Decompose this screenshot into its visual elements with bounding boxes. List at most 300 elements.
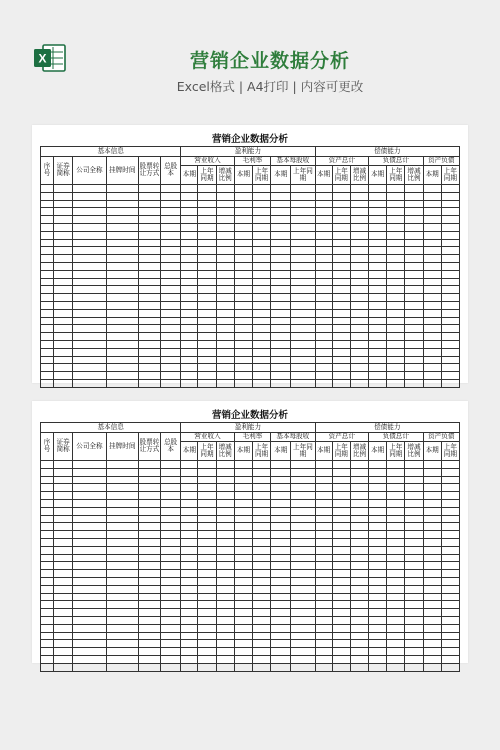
- table-cell[interactable]: [234, 655, 252, 663]
- table-cell[interactable]: [315, 632, 332, 640]
- table-cell[interactable]: [54, 216, 73, 224]
- table-cell[interactable]: [234, 570, 252, 578]
- table-cell[interactable]: [369, 262, 387, 270]
- table-cell[interactable]: [441, 632, 459, 640]
- table-cell[interactable]: [106, 262, 138, 270]
- table-cell[interactable]: [271, 538, 291, 546]
- table-cell[interactable]: [441, 507, 459, 515]
- table-cell[interactable]: [54, 278, 73, 286]
- table-cell[interactable]: [181, 585, 198, 593]
- table-cell[interactable]: [138, 301, 160, 309]
- table-cell[interactable]: [106, 523, 138, 531]
- table-cell[interactable]: [423, 601, 441, 609]
- table-cell[interactable]: [216, 372, 234, 380]
- table-cell[interactable]: [161, 247, 181, 255]
- table-cell[interactable]: [73, 255, 106, 263]
- table-cell[interactable]: [41, 309, 54, 317]
- table-cell[interactable]: [350, 554, 368, 562]
- table-cell[interactable]: [161, 294, 181, 302]
- table-cell[interactable]: [332, 372, 350, 380]
- table-cell[interactable]: [106, 348, 138, 356]
- table-cell[interactable]: [54, 546, 73, 554]
- table-cell[interactable]: [405, 531, 423, 539]
- table-cell[interactable]: [161, 476, 181, 484]
- table-cell[interactable]: [216, 546, 234, 554]
- table-cell[interactable]: [441, 270, 459, 278]
- table-cell[interactable]: [41, 663, 54, 671]
- table-cell[interactable]: [369, 200, 387, 208]
- table-cell[interactable]: [41, 632, 54, 640]
- table-cell[interactable]: [41, 499, 54, 507]
- table-cell[interactable]: [332, 208, 350, 216]
- table-cell[interactable]: [234, 247, 252, 255]
- table-cell[interactable]: [315, 270, 332, 278]
- table-cell[interactable]: [350, 325, 368, 333]
- table-cell[interactable]: [252, 200, 270, 208]
- table-cell[interactable]: [198, 562, 216, 570]
- table-cell[interactable]: [73, 655, 106, 663]
- table-cell[interactable]: [271, 270, 291, 278]
- table-cell[interactable]: [54, 531, 73, 539]
- table-cell[interactable]: [441, 379, 459, 387]
- table-cell[interactable]: [198, 192, 216, 200]
- table-cell[interactable]: [41, 531, 54, 539]
- table-cell[interactable]: [234, 278, 252, 286]
- table-cell[interactable]: [271, 356, 291, 364]
- table-cell[interactable]: [405, 461, 423, 469]
- table-cell[interactable]: [161, 507, 181, 515]
- table-cell[interactable]: [161, 663, 181, 671]
- table-cell[interactable]: [138, 309, 160, 317]
- table-cell[interactable]: [73, 570, 106, 578]
- table-cell[interactable]: [350, 624, 368, 632]
- table-cell[interactable]: [73, 301, 106, 309]
- table-cell[interactable]: [350, 379, 368, 387]
- table-cell[interactable]: [271, 364, 291, 372]
- table-cell[interactable]: [73, 372, 106, 380]
- table-cell[interactable]: [252, 640, 270, 648]
- table-cell[interactable]: [198, 317, 216, 325]
- table-cell[interactable]: [405, 562, 423, 570]
- table-cell[interactable]: [181, 609, 198, 617]
- table-cell[interactable]: [315, 484, 332, 492]
- table-cell[interactable]: [73, 648, 106, 656]
- table-cell[interactable]: [271, 624, 291, 632]
- table-cell[interactable]: [138, 632, 160, 640]
- table-cell[interactable]: [271, 301, 291, 309]
- table-cell[interactable]: [138, 562, 160, 570]
- table-cell[interactable]: [441, 570, 459, 578]
- table-cell[interactable]: [315, 255, 332, 263]
- table-cell[interactable]: [423, 593, 441, 601]
- table-cell[interactable]: [106, 333, 138, 341]
- table-cell[interactable]: [234, 538, 252, 546]
- table-cell[interactable]: [216, 309, 234, 317]
- table-cell[interactable]: [315, 585, 332, 593]
- table-cell[interactable]: [405, 356, 423, 364]
- table-cell[interactable]: [291, 270, 315, 278]
- table-cell[interactable]: [271, 333, 291, 341]
- table-cell[interactable]: [161, 655, 181, 663]
- table-cell[interactable]: [441, 523, 459, 531]
- table-cell[interactable]: [54, 515, 73, 523]
- table-cell[interactable]: [332, 616, 350, 624]
- table-cell[interactable]: [54, 262, 73, 270]
- table-cell[interactable]: [181, 333, 198, 341]
- table-cell[interactable]: [441, 663, 459, 671]
- table-cell[interactable]: [332, 301, 350, 309]
- table-cell[interactable]: [252, 624, 270, 632]
- table-cell[interactable]: [252, 317, 270, 325]
- table-cell[interactable]: [387, 554, 405, 562]
- table-cell[interactable]: [234, 239, 252, 247]
- table-cell[interactable]: [252, 663, 270, 671]
- table-cell[interactable]: [138, 640, 160, 648]
- table-cell[interactable]: [291, 317, 315, 325]
- table-cell[interactable]: [332, 333, 350, 341]
- table-cell[interactable]: [315, 601, 332, 609]
- table-cell[interactable]: [332, 499, 350, 507]
- table-cell[interactable]: [315, 523, 332, 531]
- table-cell[interactable]: [441, 262, 459, 270]
- table-cell[interactable]: [106, 624, 138, 632]
- table-cell[interactable]: [198, 554, 216, 562]
- table-cell[interactable]: [271, 523, 291, 531]
- table-cell[interactable]: [423, 523, 441, 531]
- table-cell[interactable]: [216, 538, 234, 546]
- table-cell[interactable]: [181, 531, 198, 539]
- table-cell[interactable]: [369, 570, 387, 578]
- table-cell[interactable]: [291, 492, 315, 500]
- table-cell[interactable]: [41, 562, 54, 570]
- table-cell[interactable]: [252, 531, 270, 539]
- table-cell[interactable]: [106, 461, 138, 469]
- table-cell[interactable]: [181, 356, 198, 364]
- table-cell[interactable]: [73, 231, 106, 239]
- table-cell[interactable]: [54, 247, 73, 255]
- table-cell[interactable]: [234, 286, 252, 294]
- table-cell[interactable]: [369, 294, 387, 302]
- table-cell[interactable]: [405, 523, 423, 531]
- table-cell[interactable]: [332, 468, 350, 476]
- table-cell[interactable]: [271, 492, 291, 500]
- table-cell[interactable]: [332, 476, 350, 484]
- table-cell[interactable]: [291, 192, 315, 200]
- table-cell[interactable]: [252, 593, 270, 601]
- table-cell[interactable]: [161, 356, 181, 364]
- table-cell[interactable]: [198, 515, 216, 523]
- table-cell[interactable]: [423, 208, 441, 216]
- table-cell[interactable]: [369, 484, 387, 492]
- table-cell[interactable]: [405, 262, 423, 270]
- table-cell[interactable]: [252, 468, 270, 476]
- table-cell[interactable]: [291, 562, 315, 570]
- table-cell[interactable]: [405, 270, 423, 278]
- table-cell[interactable]: [315, 609, 332, 617]
- table-cell[interactable]: [291, 286, 315, 294]
- table-cell[interactable]: [54, 192, 73, 200]
- table-cell[interactable]: [441, 239, 459, 247]
- table-cell[interactable]: [441, 223, 459, 231]
- table-cell[interactable]: [271, 648, 291, 656]
- table-cell[interactable]: [252, 216, 270, 224]
- table-cell[interactable]: [291, 461, 315, 469]
- table-cell[interactable]: [441, 609, 459, 617]
- table-cell[interactable]: [291, 593, 315, 601]
- table-cell[interactable]: [291, 185, 315, 193]
- table-cell[interactable]: [73, 185, 106, 193]
- table-cell[interactable]: [216, 185, 234, 193]
- table-cell[interactable]: [423, 192, 441, 200]
- table-cell[interactable]: [181, 538, 198, 546]
- table-cell[interactable]: [138, 492, 160, 500]
- table-cell[interactable]: [73, 223, 106, 231]
- table-cell[interactable]: [234, 309, 252, 317]
- table-cell[interactable]: [198, 216, 216, 224]
- table-cell[interactable]: [315, 593, 332, 601]
- table-cell[interactable]: [54, 648, 73, 656]
- table-cell[interactable]: [234, 492, 252, 500]
- table-cell[interactable]: [405, 499, 423, 507]
- table-cell[interactable]: [41, 546, 54, 554]
- table-cell[interactable]: [271, 531, 291, 539]
- table-cell[interactable]: [441, 601, 459, 609]
- table-cell[interactable]: [54, 468, 73, 476]
- table-cell[interactable]: [315, 192, 332, 200]
- table-cell[interactable]: [369, 356, 387, 364]
- table-cell[interactable]: [291, 333, 315, 341]
- table-cell[interactable]: [41, 301, 54, 309]
- table-cell[interactable]: [181, 476, 198, 484]
- table-cell[interactable]: [271, 484, 291, 492]
- table-cell[interactable]: [387, 507, 405, 515]
- table-cell[interactable]: [161, 379, 181, 387]
- table-cell[interactable]: [198, 484, 216, 492]
- table-cell[interactable]: [138, 325, 160, 333]
- table-cell[interactable]: [405, 554, 423, 562]
- table-cell[interactable]: [387, 593, 405, 601]
- table-cell[interactable]: [234, 333, 252, 341]
- table-cell[interactable]: [73, 507, 106, 515]
- table-cell[interactable]: [387, 372, 405, 380]
- table-cell[interactable]: [315, 538, 332, 546]
- table-cell[interactable]: [369, 546, 387, 554]
- table-cell[interactable]: [271, 515, 291, 523]
- table-cell[interactable]: [138, 507, 160, 515]
- table-cell[interactable]: [369, 601, 387, 609]
- table-cell[interactable]: [332, 554, 350, 562]
- table-cell[interactable]: [234, 531, 252, 539]
- table-cell[interactable]: [216, 270, 234, 278]
- table-cell[interactable]: [369, 609, 387, 617]
- table-cell[interactable]: [198, 609, 216, 617]
- table-cell[interactable]: [332, 317, 350, 325]
- table-cell[interactable]: [423, 325, 441, 333]
- table-cell[interactable]: [234, 325, 252, 333]
- table-cell[interactable]: [441, 515, 459, 523]
- table-cell[interactable]: [387, 301, 405, 309]
- table-cell[interactable]: [106, 278, 138, 286]
- table-cell[interactable]: [291, 523, 315, 531]
- table-cell[interactable]: [350, 294, 368, 302]
- table-cell[interactable]: [138, 372, 160, 380]
- table-cell[interactable]: [106, 601, 138, 609]
- table-cell[interactable]: [181, 208, 198, 216]
- table-cell[interactable]: [291, 577, 315, 585]
- table-cell[interactable]: [423, 364, 441, 372]
- table-cell[interactable]: [369, 185, 387, 193]
- table-cell[interactable]: [106, 255, 138, 263]
- table-cell[interactable]: [216, 640, 234, 648]
- table-cell[interactable]: [216, 609, 234, 617]
- table-cell[interactable]: [252, 515, 270, 523]
- table-cell[interactable]: [441, 364, 459, 372]
- table-cell[interactable]: [181, 648, 198, 656]
- table-cell[interactable]: [252, 655, 270, 663]
- table-cell[interactable]: [441, 255, 459, 263]
- table-cell[interactable]: [271, 379, 291, 387]
- table-cell[interactable]: [405, 255, 423, 263]
- table-cell[interactable]: [423, 616, 441, 624]
- table-cell[interactable]: [41, 570, 54, 578]
- table-cell[interactable]: [387, 223, 405, 231]
- table-cell[interactable]: [315, 286, 332, 294]
- table-cell[interactable]: [54, 624, 73, 632]
- table-cell[interactable]: [106, 515, 138, 523]
- table-cell[interactable]: [54, 609, 73, 617]
- table-cell[interactable]: [73, 239, 106, 247]
- table-cell[interactable]: [350, 577, 368, 585]
- table-cell[interactable]: [41, 372, 54, 380]
- table-cell[interactable]: [252, 356, 270, 364]
- table-cell[interactable]: [315, 515, 332, 523]
- table-cell[interactable]: [387, 655, 405, 663]
- table-cell[interactable]: [106, 468, 138, 476]
- table-cell[interactable]: [332, 223, 350, 231]
- table-cell[interactable]: [252, 340, 270, 348]
- table-cell[interactable]: [405, 278, 423, 286]
- table-cell[interactable]: [73, 325, 106, 333]
- table-cell[interactable]: [181, 577, 198, 585]
- table-cell[interactable]: [315, 546, 332, 554]
- table-cell[interactable]: [252, 333, 270, 341]
- table-cell[interactable]: [369, 379, 387, 387]
- table-cell[interactable]: [216, 663, 234, 671]
- table-cell[interactable]: [423, 484, 441, 492]
- table-cell[interactable]: [73, 461, 106, 469]
- table-cell[interactable]: [350, 348, 368, 356]
- table-cell[interactable]: [252, 294, 270, 302]
- table-cell[interactable]: [315, 340, 332, 348]
- table-cell[interactable]: [387, 585, 405, 593]
- table-cell[interactable]: [161, 372, 181, 380]
- table-cell[interactable]: [161, 523, 181, 531]
- table-cell[interactable]: [291, 484, 315, 492]
- table-cell[interactable]: [369, 562, 387, 570]
- table-cell[interactable]: [161, 531, 181, 539]
- table-cell[interactable]: [387, 294, 405, 302]
- table-cell[interactable]: [271, 372, 291, 380]
- table-cell[interactable]: [54, 317, 73, 325]
- table-cell[interactable]: [350, 640, 368, 648]
- table-cell[interactable]: [234, 640, 252, 648]
- table-cell[interactable]: [161, 325, 181, 333]
- table-cell[interactable]: [441, 294, 459, 302]
- table-cell[interactable]: [369, 247, 387, 255]
- table-cell[interactable]: [234, 185, 252, 193]
- table-cell[interactable]: [161, 492, 181, 500]
- table-cell[interactable]: [369, 593, 387, 601]
- table-cell[interactable]: [291, 340, 315, 348]
- table-cell[interactable]: [423, 492, 441, 500]
- table-cell[interactable]: [198, 223, 216, 231]
- table-cell[interactable]: [441, 655, 459, 663]
- table-cell[interactable]: [369, 372, 387, 380]
- table-cell[interactable]: [405, 515, 423, 523]
- table-cell[interactable]: [106, 223, 138, 231]
- table-cell[interactable]: [441, 333, 459, 341]
- table-cell[interactable]: [234, 208, 252, 216]
- table-cell[interactable]: [332, 484, 350, 492]
- table-cell[interactable]: [73, 538, 106, 546]
- table-cell[interactable]: [291, 515, 315, 523]
- table-cell[interactable]: [271, 223, 291, 231]
- table-cell[interactable]: [350, 538, 368, 546]
- table-cell[interactable]: [41, 577, 54, 585]
- table-cell[interactable]: [350, 546, 368, 554]
- table-cell[interactable]: [73, 546, 106, 554]
- table-cell[interactable]: [41, 200, 54, 208]
- table-cell[interactable]: [350, 192, 368, 200]
- table-cell[interactable]: [73, 523, 106, 531]
- table-cell[interactable]: [161, 484, 181, 492]
- table-cell[interactable]: [315, 333, 332, 341]
- table-cell[interactable]: [369, 333, 387, 341]
- table-cell[interactable]: [73, 309, 106, 317]
- table-cell[interactable]: [54, 499, 73, 507]
- table-cell[interactable]: [332, 356, 350, 364]
- table-cell[interactable]: [198, 185, 216, 193]
- table-cell[interactable]: [138, 340, 160, 348]
- table-cell[interactable]: [441, 185, 459, 193]
- table-cell[interactable]: [252, 461, 270, 469]
- table-cell[interactable]: [350, 270, 368, 278]
- table-cell[interactable]: [291, 364, 315, 372]
- table-cell[interactable]: [41, 356, 54, 364]
- table-cell[interactable]: [291, 531, 315, 539]
- table-cell[interactable]: [216, 570, 234, 578]
- table-cell[interactable]: [405, 616, 423, 624]
- table-cell[interactable]: [350, 655, 368, 663]
- table-cell[interactable]: [234, 515, 252, 523]
- table-cell[interactable]: [252, 492, 270, 500]
- table-cell[interactable]: [332, 655, 350, 663]
- table-cell[interactable]: [252, 185, 270, 193]
- table-cell[interactable]: [181, 507, 198, 515]
- table-cell[interactable]: [138, 294, 160, 302]
- table-cell[interactable]: [234, 270, 252, 278]
- table-cell[interactable]: [387, 468, 405, 476]
- table-cell[interactable]: [271, 476, 291, 484]
- table-cell[interactable]: [291, 468, 315, 476]
- table-cell[interactable]: [73, 515, 106, 523]
- table-cell[interactable]: [350, 239, 368, 247]
- table-cell[interactable]: [441, 476, 459, 484]
- table-cell[interactable]: [216, 200, 234, 208]
- table-cell[interactable]: [315, 655, 332, 663]
- table-cell[interactable]: [216, 325, 234, 333]
- table-cell[interactable]: [234, 577, 252, 585]
